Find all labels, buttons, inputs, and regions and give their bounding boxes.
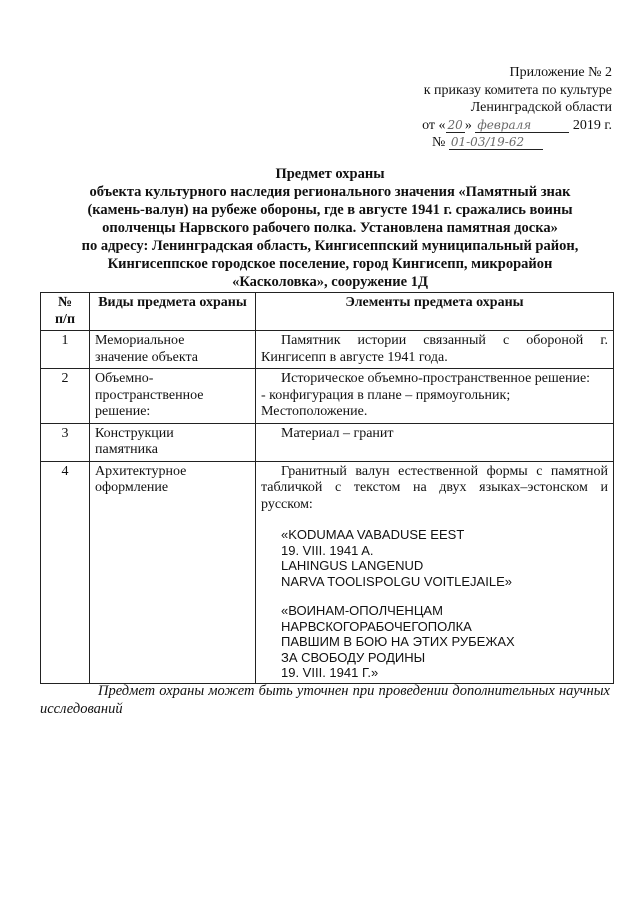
footer-note: Предмет охраны может быть уточнен при проведении дополнительных научных исследований — [40, 683, 610, 717]
table-row — [41, 369, 614, 424]
appendix-block — [372, 64, 612, 152]
heading-line: «Касколовка», сооружение 1Д — [232, 274, 428, 290]
document-heading — [40, 165, 620, 291]
row-number: 4 — [41, 461, 90, 683]
row-kind: Объемно- пространственное решение: — [90, 369, 256, 424]
row-number: 1 — [41, 331, 90, 369]
table-row — [41, 423, 614, 461]
appendix-date-line — [372, 117, 612, 135]
row-number: 3 — [41, 423, 90, 461]
heading-line: Кингисеппское городское поселение, город Кингисепп, микрорайон — [107, 256, 553, 272]
date-day-handwritten: 20 — [447, 117, 463, 132]
heading-line: по адресу: Ленинградская область, Кингисеппский муниципальный район, — [81, 238, 579, 254]
table-row — [41, 331, 614, 369]
appendix-region-line: Ленинградской области — [470, 100, 612, 115]
row-element: Историческое объемно-пространственное решение: - конфигурация в плане – прямоугольник; Местоположение. — [256, 369, 614, 424]
row-element: Материал – гранит — [256, 423, 614, 461]
table-row — [41, 461, 614, 683]
header-kinds: Виды предмета охраны — [90, 293, 256, 331]
table-header-row — [41, 293, 614, 331]
appendix-title: Приложение № 2 — [509, 65, 612, 80]
heading-title: Предмет охраны — [275, 166, 385, 182]
number-prefix: № — [432, 135, 446, 150]
appendix-number-line — [372, 134, 612, 152]
protection-items-table — [40, 292, 614, 684]
date-suffix: 2019 г. — [572, 117, 612, 133]
row-element: Гранитный валун естественной формы с памятной табличкой с текстом на двух языках–эстонском и русском: «KODUMAA VABADUSE EEST 19. VIII. 1941 A. LAHINGUS LANGENUD NARVA TOOLISPOLGU VOITLEJAILE» «ВОИНАМ-ОПОЛЧЕНЦАМ НАРВСКОГОРАБОЧЕГОПОЛКА ПАВШИМ В БОЮ НА ЭТИХ РУБЕЖАХ ЗА СВОБОДУ РОДИНЫ 19. VIII. 1941 Г.» — [256, 461, 614, 683]
heading-line: (камень-валун) на рубеже обороны, где в августе 1941 г. сражались воины — [87, 202, 573, 218]
appendix-order-line: к приказу комитета по культуре — [423, 82, 612, 98]
header-number: № п/п — [41, 293, 90, 331]
row-kind: Конструкции памятника — [90, 423, 256, 461]
number-handwritten: 01-03/19-62 — [449, 135, 543, 150]
date-prefix: от « — [422, 117, 446, 133]
row-kind: Архитектурное оформление — [90, 461, 256, 683]
row-number: 2 — [41, 369, 90, 424]
date-mid: » — [464, 117, 472, 133]
inscription-russian: «ВОИНАМ-ОПОЛЧЕНЦАМ НАРВСКОГОРАБОЧЕГОПОЛКА ПАВШИМ В БОЮ НА ЭТИХ РУБЕЖАХ ЗА СВОБОДУ РОДИНЫ 19. VIII. 1941 Г.» — [281, 603, 515, 680]
date-month-handwritten: февраля — [475, 118, 569, 133]
header-elements: Элементы предмета охраны — [256, 293, 614, 331]
row-kind: Мемориальное значение объекта — [90, 331, 256, 369]
row-element: Памятник истории связанный с обороной г. Кингисепп в августе 1941 года. — [256, 331, 614, 369]
heading-line: объекта культурного наследия регионального значения «Памятный знак — [89, 184, 571, 200]
heading-line: ополченцы Нарвского рабочего полка. Установлена памятная доска» — [102, 220, 558, 236]
inscription-estonian: «KODUMAA VABADUSE EEST 19. VIII. 1941 A. LAHINGUS LANGENUD NARVA TOOLISPOLGU VOITLEJAILE» — [281, 527, 512, 589]
